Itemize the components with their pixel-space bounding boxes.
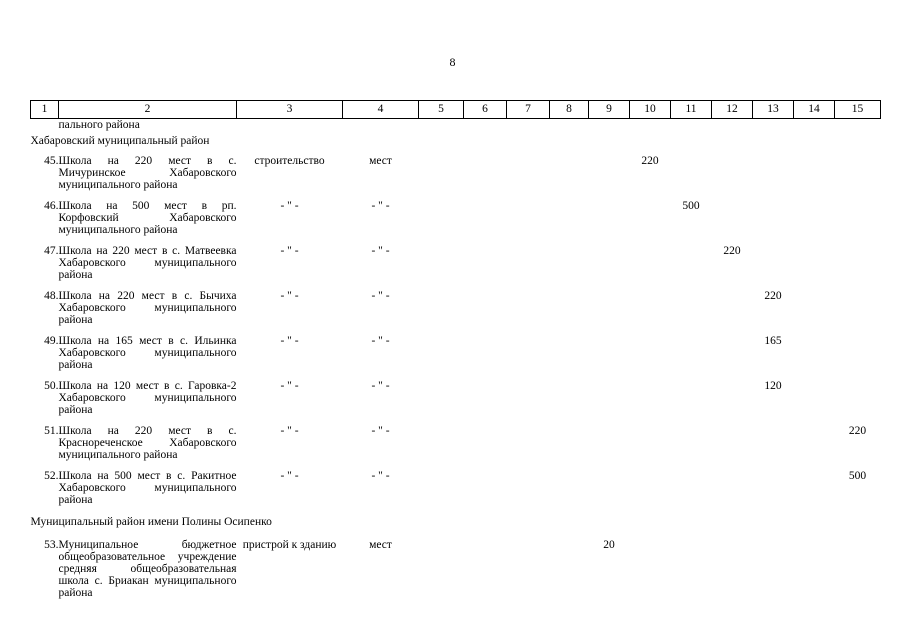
empty-cell [835, 242, 881, 287]
empty-cell [712, 377, 753, 422]
continuation-spacer [31, 119, 59, 134]
empty-cell [507, 467, 550, 512]
empty-cell [712, 332, 753, 377]
empty-cell [589, 119, 630, 134]
capacity-value: 20 [603, 539, 615, 551]
empty-cell [419, 197, 464, 242]
empty-cell [835, 151, 881, 197]
empty-cell [550, 151, 589, 197]
object-name: Школа на 220 мест в с. Мичуринское Хабаровского муниципального района [58, 155, 237, 191]
empty-cell [464, 422, 507, 467]
empty-cell [630, 119, 671, 134]
unit: - " - [371, 245, 390, 257]
row-number: 53. [44, 539, 59, 551]
empty-cell [753, 534, 794, 599]
unit: - " - [371, 335, 390, 347]
empty-cell [464, 467, 507, 512]
continuation-row [31, 119, 881, 134]
object-name: Школа на 500 мест в с. Ракитное Хабаровского муниципального района [58, 470, 237, 506]
empty-cell [835, 534, 881, 599]
empty-cell [835, 119, 881, 134]
empty-cell [794, 467, 835, 512]
empty-cell [794, 332, 835, 377]
page-number: 8 [449, 55, 456, 69]
work-type: - " - [280, 245, 299, 257]
empty-cell [237, 119, 343, 134]
continuation-text: пального района [58, 119, 140, 131]
empty-cell [630, 422, 671, 467]
empty-cell [835, 332, 881, 377]
empty-cell [794, 287, 835, 332]
row-number: 45. [44, 155, 59, 167]
header-cell-12: 12 [712, 101, 753, 119]
empty-cell [507, 377, 550, 422]
empty-cell [671, 467, 712, 512]
row-number: 46. [44, 200, 59, 212]
empty-cell [753, 119, 794, 134]
table-row [31, 332, 881, 377]
empty-cell [550, 242, 589, 287]
header-cell-8: 8 [550, 101, 589, 119]
unit: - " - [371, 470, 390, 482]
empty-cell [794, 242, 835, 287]
empty-cell [671, 242, 712, 287]
empty-cell [507, 422, 550, 467]
empty-cell [550, 332, 589, 377]
empty-cell [550, 119, 589, 134]
section-khabarovsky [31, 133, 881, 151]
unit: - " - [371, 290, 390, 302]
work-type: - " - [280, 470, 299, 482]
row-number: 51. [44, 425, 59, 437]
work-type: - " - [280, 335, 299, 347]
unit: - " - [371, 380, 390, 392]
empty-cell [835, 287, 881, 332]
empty-cell [753, 197, 794, 242]
empty-cell [630, 197, 671, 242]
table-row [31, 287, 881, 332]
work-type: - " - [280, 290, 299, 302]
empty-cell [589, 242, 630, 287]
empty-cell [507, 119, 550, 134]
empty-cell [630, 287, 671, 332]
object-name: Школа на 220 мест в с. Бычиха Хабаровского муниципального района [58, 290, 237, 326]
empty-cell [630, 467, 671, 512]
section-osipenko-text: Муниципальный район имени Полины Осипенко [30, 516, 272, 528]
empty-cell [671, 332, 712, 377]
empty-cell [589, 287, 630, 332]
empty-cell [671, 287, 712, 332]
header-cell-2: 2 [59, 101, 237, 119]
header-cell-6: 6 [464, 101, 507, 119]
header-cell-14: 14 [794, 101, 835, 119]
empty-cell [419, 242, 464, 287]
empty-cell [753, 422, 794, 467]
empty-cell [419, 151, 464, 197]
empty-cell [464, 534, 507, 599]
empty-cell [419, 377, 464, 422]
object-name: Школа на 165 мест в с. Ильинка Хабаровского муниципального района [58, 335, 237, 371]
work-type: пристрой к зданию [242, 539, 337, 551]
empty-cell [507, 242, 550, 287]
capacity-value: 120 [764, 380, 782, 392]
empty-cell [630, 242, 671, 287]
object-name: Школа на 120 мест в с. Гаровка-2 Хабаровского муниципального района [58, 380, 237, 416]
empty-cell [712, 151, 753, 197]
table-row [31, 422, 881, 467]
empty-cell [712, 534, 753, 599]
empty-cell [671, 377, 712, 422]
empty-cell [464, 197, 507, 242]
unit: мест [369, 155, 392, 167]
empty-cell [630, 332, 671, 377]
capacity-value: 220 [848, 425, 867, 437]
empty-cell [464, 242, 507, 287]
empty-cell [464, 377, 507, 422]
header-cell-5: 5 [419, 101, 464, 119]
empty-cell [671, 422, 712, 467]
empty-cell [419, 119, 464, 134]
empty-cell [835, 197, 881, 242]
capacity-value: 500 [848, 470, 867, 482]
empty-cell [550, 422, 589, 467]
unit: - " - [371, 200, 390, 212]
empty-cell [464, 151, 507, 197]
header-cell-3: 3 [237, 101, 343, 119]
unit: мест [369, 539, 392, 551]
header-cell-15: 15 [835, 101, 881, 119]
empty-cell [464, 119, 507, 134]
empty-cell [507, 151, 550, 197]
object-name: Муниципальное бюджетное общеобразовательное учреждение средняя общеобразовательная школа с. Бриакан муниципального района [58, 539, 237, 599]
empty-cell [794, 197, 835, 242]
object-name: Школа на 220 мест в с. Матвеевка Хабаровского муниципального района [58, 245, 237, 281]
unit: - " - [371, 425, 390, 437]
work-type: строительство [254, 155, 325, 167]
row-number: 50. [44, 380, 59, 392]
header-cell-1: 1 [31, 101, 59, 119]
capacity-value: 220 [723, 245, 741, 257]
empty-cell [589, 197, 630, 242]
row-number: 48. [44, 290, 59, 302]
empty-cell [794, 151, 835, 197]
row-number: 52. [44, 470, 59, 482]
capacity-value: 500 [682, 200, 700, 212]
empty-cell [794, 422, 835, 467]
section-khabarovsky-text: Хабаровский муниципальный район [30, 135, 210, 147]
empty-cell [712, 197, 753, 242]
empty-cell [671, 119, 712, 134]
column-number-header [31, 101, 881, 119]
empty-cell [550, 467, 589, 512]
empty-cell [712, 467, 753, 512]
empty-cell [794, 119, 835, 134]
empty-cell [753, 242, 794, 287]
empty-cell [794, 377, 835, 422]
empty-cell [630, 534, 671, 599]
empty-cell [419, 287, 464, 332]
row-number: 47. [44, 245, 59, 257]
capacity-value: 165 [764, 335, 782, 347]
table-row [31, 467, 881, 512]
header-cell-4: 4 [343, 101, 419, 119]
empty-cell [464, 287, 507, 332]
table-row [31, 197, 881, 242]
investment-table [30, 100, 881, 599]
work-type: - " - [280, 200, 299, 212]
empty-cell [589, 377, 630, 422]
empty-cell [794, 534, 835, 599]
empty-cell [589, 151, 630, 197]
empty-cell [589, 467, 630, 512]
empty-cell [343, 119, 419, 134]
header-cell-11: 11 [671, 101, 712, 119]
section-osipenko [31, 512, 881, 534]
empty-cell [550, 377, 589, 422]
work-type: - " - [280, 380, 299, 392]
object-name: Школа на 220 мест в с. Краснореченское Хабаровского муниципального района [58, 425, 237, 461]
empty-cell [589, 422, 630, 467]
empty-cell [507, 287, 550, 332]
empty-cell [630, 377, 671, 422]
work-type: - " - [280, 425, 299, 437]
empty-cell [419, 422, 464, 467]
empty-cell [550, 287, 589, 332]
empty-cell [712, 422, 753, 467]
row-number: 49. [44, 335, 59, 347]
table-row [31, 377, 881, 422]
empty-cell [419, 467, 464, 512]
empty-cell [507, 332, 550, 377]
empty-cell [550, 534, 589, 599]
empty-cell [419, 534, 464, 599]
empty-cell [464, 332, 507, 377]
capacity-value: 220 [641, 155, 659, 167]
header-cell-7: 7 [507, 101, 550, 119]
empty-cell [550, 197, 589, 242]
table-row [31, 534, 881, 599]
object-name: Школа на 500 мест в рп. Корфовский Хабаровского муниципального района [58, 200, 237, 236]
header-cell-13: 13 [753, 101, 794, 119]
capacity-value: 220 [764, 290, 782, 302]
header-cell-9: 9 [589, 101, 630, 119]
empty-cell [753, 151, 794, 197]
empty-cell [712, 287, 753, 332]
empty-cell [671, 534, 712, 599]
empty-cell [419, 332, 464, 377]
empty-cell [589, 332, 630, 377]
empty-cell [712, 119, 753, 134]
empty-cell [507, 197, 550, 242]
empty-cell [753, 467, 794, 512]
empty-cell [507, 534, 550, 599]
empty-cell [671, 151, 712, 197]
table-row [31, 151, 881, 197]
table-row [31, 242, 881, 287]
empty-cell [835, 377, 881, 422]
header-cell-10: 10 [630, 101, 671, 119]
